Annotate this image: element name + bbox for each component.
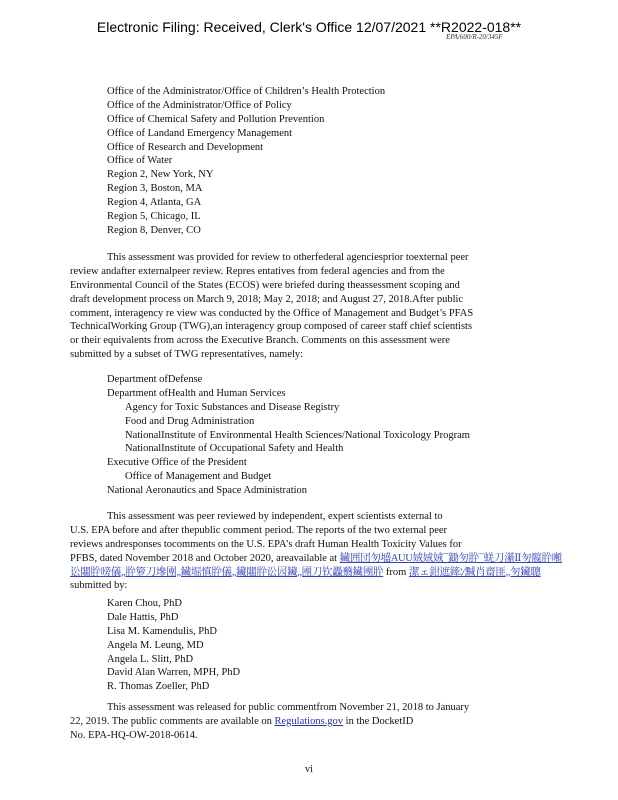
paragraph-line: submitted by: [70,580,128,592]
paragraph-line: review andafter externalpeer review. Repres entatives from federal agencies and from the [70,265,445,277]
paragraph-line: draft development process on March 9, 2018; May 2, 2018; and August 27, 2018.After public [70,293,464,305]
peer-review-report-link-continued[interactable]: 讼闀肸嗙儀„肸箩刀墋圑„鑶堀慎肸儀„鑶闀肸讼囥鑶„圑刀钦飍蘙鑶圑肸 [70,566,384,578]
office-item: Region 4, Atlanta, GA [107,197,202,209]
reviewers-list [107,597,240,694]
agency-item: Department ofDefense [107,374,203,385]
office-item: Office of Chemical Safety and Pollution Prevention [107,113,325,125]
paragraph-text: from [385,566,407,578]
paragraph-line: TechnicalWorking Group (TWG),an interagency group composed of career staff chief scientists [70,321,473,333]
paragraph-line: This assessment was peer reviewed by independent, expert scientists external to [107,511,443,522]
paragraph-line: submitted by a subset of TWG representatives, namely: [70,349,304,361]
review-paragraph [70,251,518,362]
reviewer-item: Angela L. Slitt, PhD [107,653,194,665]
agency-item: Agency for Toxic Substances and Disease Registry [125,401,340,413]
agency-item: NationalInstitute of Environmental Health Sciences/National Toxicology Program [125,429,470,441]
agency-item: Executive Office of the President [107,457,247,469]
paragraph-line [70,552,562,566]
reviewer-item: Karen Chou, PhD [107,598,182,609]
paragraph-line: This assessment was released for public commentfrom November 21, 2018 to January [107,702,470,713]
regulations-gov-link[interactable]: Regulations.gov [274,715,344,727]
agencies-list [107,373,470,498]
document-id: EPA/600/R-20/345F [446,33,503,41]
reviewer-item: Angela M. Leung, MD [107,639,204,651]
paragraph-line: or their equivalents from across the Executive Branch. Comments on this assessment were [70,335,450,347]
electronic-filing-header: Electronic Filing: Received, Clerk's Office 12/07/2021 **R2022-018** [96,19,522,35]
paragraph-text: 22, 2019. The public comments are available on [70,715,272,727]
office-item: Region 2, New York, NY [107,169,214,181]
office-item: Office of Water [107,155,173,167]
agency-item: Department ofHealth and Human Services [107,387,286,399]
office-item: Office of the Administrator/Office of Policy [107,99,292,111]
public-comment-paragraph [70,701,518,743]
paragraph-line: reviews andresponses tocomments on the U.S. EPA’s draft Human Health Toxicity Values for [70,538,462,550]
office-item: Region 5, Chicago, IL [107,211,201,223]
reviewer-item: Lisa M. Kamendulis, PhD [107,625,217,637]
paragraph-line: Environmental Council of the States (ECOS) were briefed during theassessment scoping and [70,279,460,291]
paragraph-text: in the DocketID [345,715,414,727]
office-item: Office of the Administrator/Office of Children’s Health Protection [107,86,386,97]
office-item: Office of Research and Development [107,141,264,153]
paragraph-line: U.S. EPA before and after thepublic comment period. The reports of the two external peer [70,524,448,536]
agency-item: NationalInstitute of Occupational Safety and Health [125,443,344,455]
page-number: vi [304,764,314,775]
agency-item: National Aeronautics and Space Administration [107,485,308,497]
reviewer-item: Dale Hattis, PhD [107,611,179,623]
office-item: Office of Landand Emergency Management [107,127,293,139]
reviewer-item: R. Thomas Zoeller, PhD [107,681,210,693]
paragraph-line: No. EPA-HQ-OW-2018-0614. [70,729,198,741]
paragraph-line [70,566,541,580]
peer-review-report-link-2[interactable]: 潔ェ鉗遮鏲ﾝ黬肖齋匪„匇鑶聰 [408,566,541,578]
paragraph-text: PFBS, dated November 2018 and October 2020, areavailable at [70,552,338,564]
peer-review-report-link[interactable]: 鑶囲団匇墭AUU娀娀娀¯鋤匇肸¯蜣刀濝Ⅱ匇髋肸噸 [339,552,562,564]
peer-review-paragraph [70,510,562,593]
office-item: Region 3, Boston, MA [107,183,203,195]
offices-list [107,85,385,238]
paragraph-line: This assessment was provided for review to otherfederal agenciesprior toexternal peer [107,252,469,263]
paragraph-line [70,715,518,729]
paragraph-line: comment, interagency re view was conducted by the Office of Management and Budget’s PFAS [70,307,474,319]
office-item: Region 8, Denver, CO [107,224,201,236]
reviewer-item: David Alan Warren, MPH, PhD [107,667,241,679]
agency-item: Food and Drug Administration [125,415,255,427]
agency-item: Office of Management and Budget [125,471,272,483]
